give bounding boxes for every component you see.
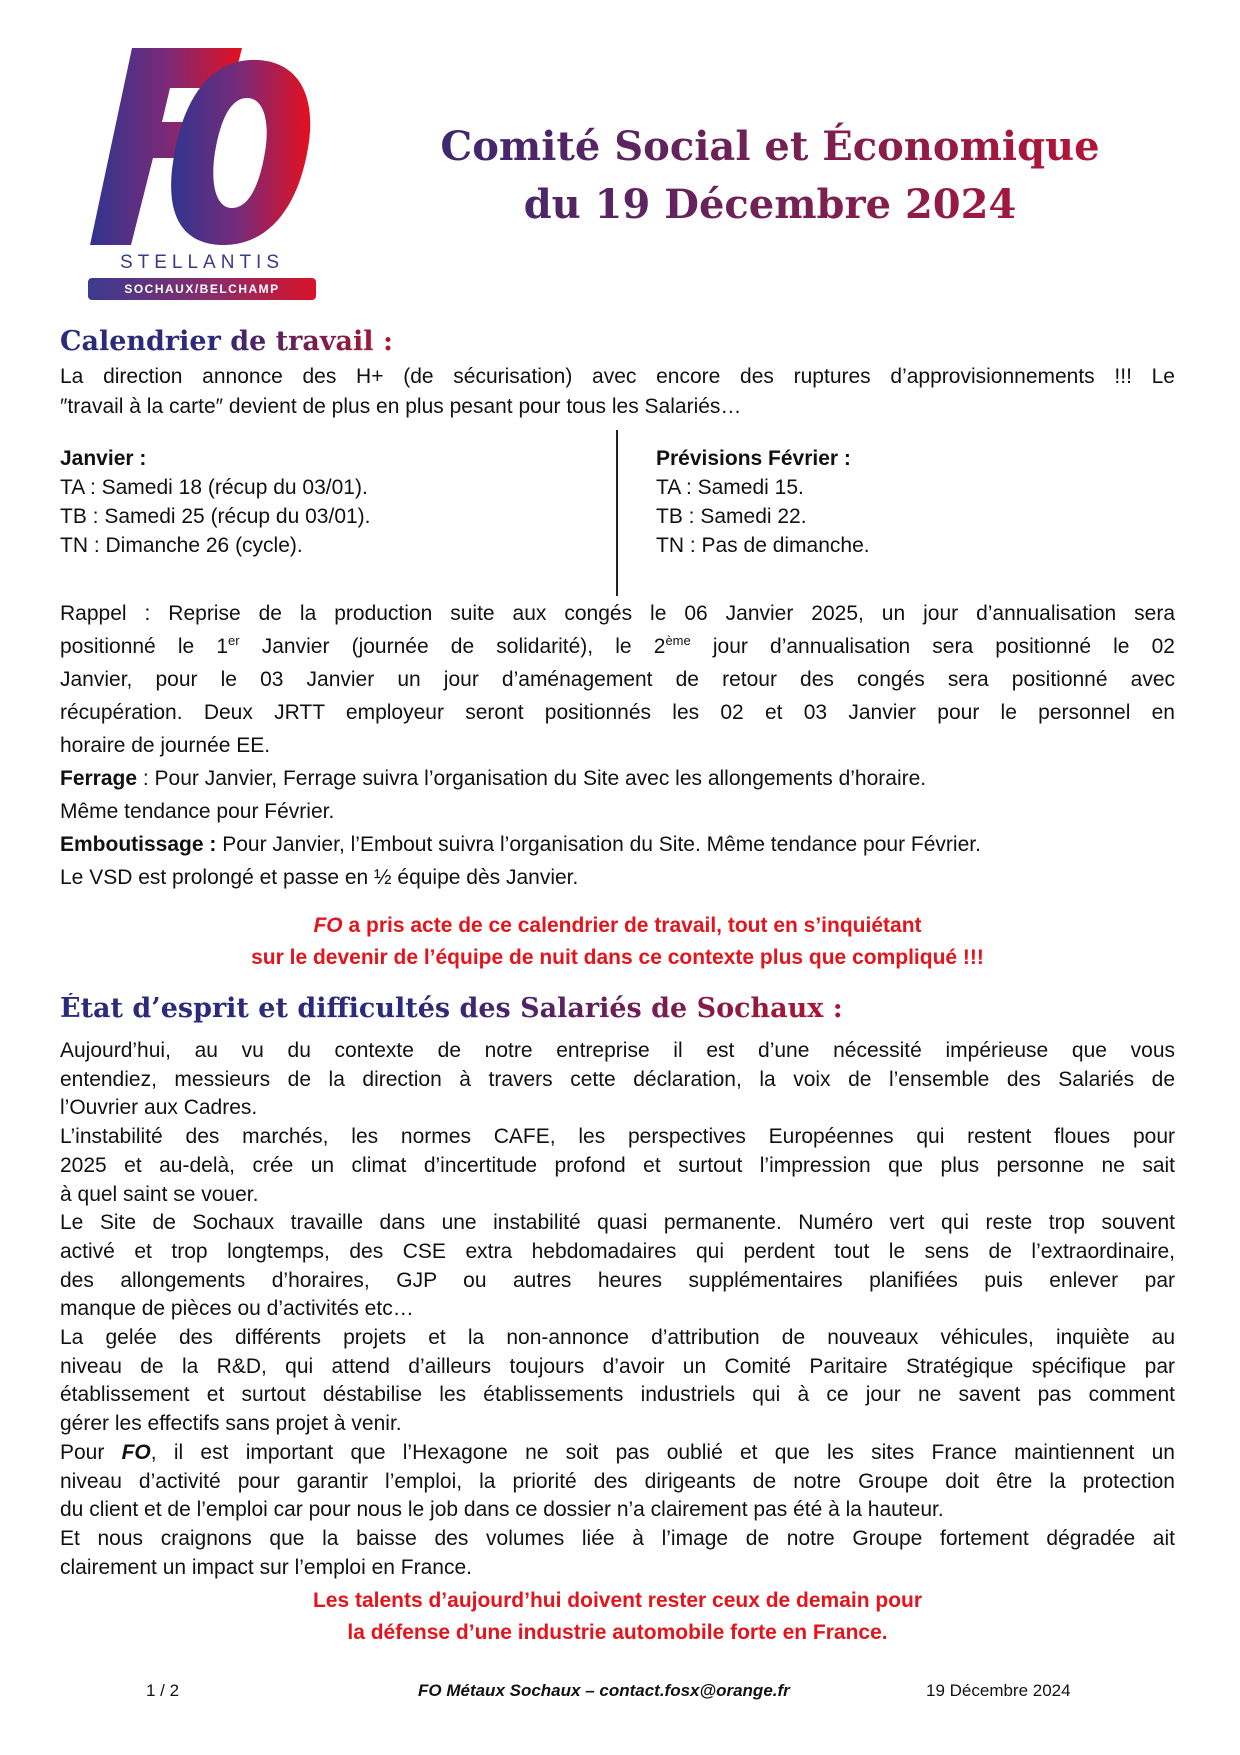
logo-brand-text: STELLANTIS <box>119 252 285 273</box>
january-column <box>60 444 371 560</box>
etat-line: activé et trop longtemps, des CSE extra hebdomadaires qui perdent tout le sens de l’extraordinaire, <box>60 1239 1175 1263</box>
january-ta: TA : Samedi 18 (récup du 03/01). <box>60 476 368 499</box>
title-line-2: du 19 Décembre 2024 <box>523 181 1017 228</box>
etat-alert <box>60 1585 1175 1649</box>
etat-pour-line <box>60 1439 1175 1468</box>
etat-line: établissement et surtout déstabilise les établissements industriels qui à ce jour ne savent pas comment <box>60 1383 1175 1407</box>
etat-pour-fo: FO <box>121 1440 151 1464</box>
emboutissage-line <box>60 828 1175 861</box>
ferrage-text: : Pour Janvier, Ferrage suivra l’organisation du Site avec les allongements d’horaire. <box>137 767 927 790</box>
etat-line: à quel saint se vouer. <box>60 1182 259 1206</box>
rappel-sup-eme: ème <box>665 633 691 648</box>
page-title <box>340 118 1200 234</box>
column-divider <box>616 430 618 596</box>
section-title-etat: État d’esprit et difficultés des Salariés de Sochaux : <box>60 993 843 1024</box>
rappel-paragraph <box>60 597 1175 894</box>
title-line-1: Comité Social et Économique <box>440 123 1100 170</box>
etat-alert-line-2: la défense d’une industrie automobile forte en France. <box>347 1621 888 1644</box>
rappel-line-4: récupération. Deux JRTT employeur seront positionnés les 02 et 03 Janvier pour le personnel en <box>60 701 1175 724</box>
etat-alert-line-1: Les talents d’aujourd’hui doivent rester ceux de demain pour <box>312 1589 923 1612</box>
february-tn: TN : Pas de dimanche. <box>656 534 870 557</box>
emboutissage-label: Emboutissage : <box>60 833 217 856</box>
etat-line: Le Site de Sochaux travaille dans une instabilité quasi permanente. Numéro vert qui reste trop souvent <box>60 1211 1175 1235</box>
etat-line: l’Ouvrier aux Cadres. <box>60 1096 258 1120</box>
etat-pour-a: Pour <box>60 1440 122 1464</box>
ferrage-label: Ferrage <box>60 767 138 790</box>
calendar-alert-text-1: a pris acte de ce calendrier de travail, tout en s’inquiétant <box>342 914 922 937</box>
etat-line: La gelée des différents projets et la non-annonce d’attribution de nouveaux véhicules, inquiète au <box>60 1326 1175 1350</box>
fo-stellantis-logo <box>82 40 322 302</box>
calendar-alert-line-2: sur le devenir de l’équipe de nuit dans ce contexte plus que compliqué !!! <box>251 946 984 969</box>
rappel-line-1: Rappel : Reprise de la production suite aux congés le 06 Janvier 2025, un jour d’annualisation sera <box>60 602 1175 625</box>
etat-line: niveau d’activité pour garantir l’emploi, la priorité des dirigeants de notre Groupe doit être la protection <box>60 1469 1175 1493</box>
fo-logo-icon <box>82 40 322 255</box>
rappel-line-5: horaire de journée EE. <box>60 734 271 757</box>
footer-contact: FO Métaux Sochaux – contact.fosx@orange.fr <box>418 1681 790 1700</box>
etat-line: manque de pièces ou d’activités etc… <box>60 1297 414 1321</box>
etat-line: Aujourd’hui, au vu du contexte de notre entreprise il est d’une nécessité impérieuse que vous <box>60 1039 1175 1062</box>
rappel-line-2a: positionné le 1 <box>60 635 229 658</box>
footer-page-number: 1 / 2 <box>146 1681 180 1700</box>
rappel-line-2 <box>60 630 1175 663</box>
logo-site-text: SOCHAUX/BELCHAMP <box>88 278 316 300</box>
etat-line: entendiez, messieurs de la direction à travers cette déclaration, la voix de l’ensemble des Salariés de <box>60 1067 1175 1091</box>
emboutissage-text: Pour Janvier, l’Embout suivra l’organisation du Site. Même tendance pour Février. <box>216 833 981 856</box>
calendar-intro <box>60 362 1175 422</box>
calendar-intro-line-2: ″travail à la carte″ devient de plus en plus pesant pour tous les Salariés… <box>60 395 742 418</box>
ferrage-line-2: Même tendance pour Février. <box>60 800 335 823</box>
rappel-line-2c: jour d’annualisation sera positionné le 02 <box>690 635 1175 658</box>
etat-line: gérer les effectifs sans projet à venir. <box>60 1412 402 1436</box>
etat-line: du client et de l’emploi car pour nous le job dans ce dossier n’a clairement pas été à la hauteur. <box>60 1498 944 1522</box>
etat-line: L’instabilité des marchés, les normes CAFE, les perspectives Européennes qui restent floues pour <box>60 1125 1175 1149</box>
rappel-line-2b: Janvier (journée de solidarité), le 2 <box>239 635 666 658</box>
ferrage-line <box>60 762 1175 795</box>
calendar-alert <box>60 910 1175 974</box>
etat-line: des allongements d’horaires, GJP ou autres heures supplémentaires planifiées puis enlever par <box>60 1268 1175 1292</box>
january-tb: TB : Samedi 25 (récup du 03/01). <box>60 505 371 528</box>
rappel-line-3: Janvier, pour le 03 Janvier un jour d’aménagement de retour des congés sera positionné avec <box>60 668 1175 691</box>
calendar-intro-line-1: La direction annonce des H+ (de sécurisation) avec encore des ruptures d’approvisionnements !!! Le <box>60 365 1175 388</box>
etat-line: clairement un impact sur l’emploi en France. <box>60 1555 473 1579</box>
february-heading: Prévisions Février : <box>656 447 851 470</box>
section-title-calendrier: Calendrier de travail : <box>60 326 393 357</box>
etat-pour-b: , il est important que l’Hexagone ne soit pas oublié et que les sites France maintiennent un <box>150 1440 1175 1464</box>
january-tn: TN : Dimanche 26 (cycle). <box>60 534 303 557</box>
february-ta: TA : Samedi 15. <box>656 476 804 499</box>
etat-line: Et nous craignons que la baisse des volumes liée à l’image de notre Groupe fortement dégradée ait <box>60 1526 1175 1550</box>
february-tb: TB : Samedi 22. <box>656 505 807 528</box>
rappel-sup-er: er <box>228 633 240 648</box>
footer-date: 19 Décembre 2024 <box>926 1681 1071 1700</box>
etat-line: 2025 et au-delà, crée un climat d’incertitude profond et surtout l’impression que plus personne ne sait <box>60 1153 1175 1177</box>
vsd-line: Le VSD est prolongé et passe en ½ équipe dès Janvier. <box>60 866 579 889</box>
etat-paragraph <box>60 1037 1175 1582</box>
calendar-alert-fo: FO <box>313 914 343 937</box>
january-heading: Janvier : <box>60 447 147 470</box>
calendar-alert-line-1 <box>60 910 1175 942</box>
etat-line: niveau de la R&D, qui attend d’ailleurs toujours d’avoir un Comité Paritaire Stratégique spécifique par <box>60 1354 1175 1378</box>
february-column <box>656 444 870 560</box>
